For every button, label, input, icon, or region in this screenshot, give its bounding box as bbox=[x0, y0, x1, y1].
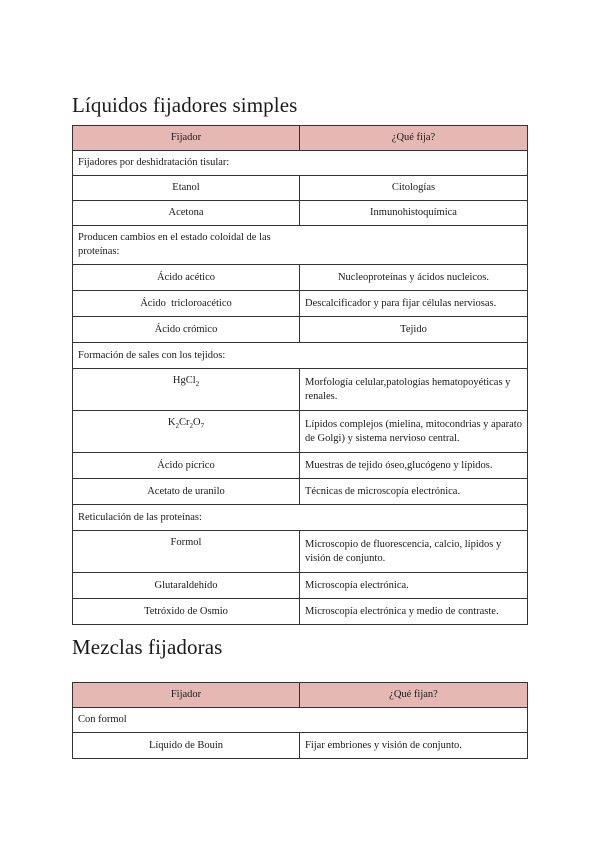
formula-base: K bbox=[167, 417, 176, 428]
cell-fija: Citologías bbox=[300, 176, 528, 201]
cell-fijador: Ácido crómico bbox=[73, 317, 300, 343]
table-row bbox=[73, 317, 528, 343]
cell-fijador-k2cr2o7 bbox=[73, 411, 300, 453]
formula-base: HgCl bbox=[172, 375, 196, 386]
header-fijador: Fijador bbox=[73, 683, 300, 708]
group-row bbox=[73, 226, 528, 265]
cell-fijador-hgcl2 bbox=[73, 369, 300, 411]
cell-fija: Morfología celular,patologías hematopoyéticas y renales. bbox=[300, 369, 528, 411]
table-row bbox=[73, 733, 528, 759]
table-row bbox=[73, 201, 528, 226]
table-row bbox=[73, 291, 528, 317]
section-title-simple-fixatives: Líquidos fijadores simples bbox=[72, 93, 298, 117]
cell-fijador: Ácido acético bbox=[73, 265, 300, 291]
cell-fija: Microscopio de fluorescencia, calcio, lípidos y visión de conjunto. bbox=[300, 531, 528, 573]
cell-fija: Microscopía electrónica. bbox=[300, 573, 528, 599]
cell-fijador: Acetona bbox=[73, 201, 300, 226]
group-label: Con formol bbox=[73, 708, 528, 733]
group-label: Fijadores por deshidratación tisular: bbox=[73, 151, 528, 176]
cell-fijador: Ácido pícrico bbox=[73, 453, 300, 479]
cell-fijador: Líquido de Bouin bbox=[73, 733, 300, 759]
formula-subscript: 2 bbox=[175, 422, 179, 431]
cell-fijador: Etanol bbox=[73, 176, 300, 201]
simple-fixatives-table bbox=[72, 125, 528, 625]
cell-fija: Fijar embriones y visión de conjunto. bbox=[300, 733, 528, 759]
group-row bbox=[73, 505, 528, 531]
group-label: Producen cambios en el estado coloidal de las proteínas: bbox=[78, 232, 271, 257]
cell-fija: Nucleoproteínas y ácidos nucleicos. bbox=[300, 265, 528, 291]
group-row bbox=[73, 708, 528, 733]
cell-fijador: Acetato de uranilo bbox=[73, 479, 300, 505]
group-row bbox=[73, 343, 528, 369]
table-header-row bbox=[73, 683, 528, 708]
table-row bbox=[73, 411, 528, 453]
header-fijador: Fijador bbox=[73, 126, 300, 151]
group-label: Reticulación de las proteínas: bbox=[73, 505, 528, 531]
table-header-row bbox=[73, 126, 528, 151]
cell-fija: Inmunohistoquímica bbox=[300, 201, 528, 226]
header-que-fija: ¿Qué fija? bbox=[300, 126, 528, 151]
formula-subscript: 2 bbox=[189, 422, 193, 431]
table-row bbox=[73, 573, 528, 599]
table-row bbox=[73, 369, 528, 411]
formula-subscript: 7 bbox=[200, 422, 205, 431]
group-row bbox=[73, 151, 528, 176]
table-row bbox=[73, 176, 528, 201]
header-que-fijan: ¿Qué fijan? bbox=[300, 683, 528, 708]
fixative-mixtures-table bbox=[72, 682, 528, 759]
table-row bbox=[73, 453, 528, 479]
formula-subscript: 2 bbox=[195, 380, 200, 389]
formula-base: Cr bbox=[179, 417, 190, 428]
cell-fija: Lípidos complejos (mielina, mitocondrias y aparato de Golgi) y sistema nervioso central. bbox=[300, 411, 528, 453]
section-title-fixative-mixtures: Mezclas fijadoras bbox=[72, 635, 223, 659]
cell-fijador: Ácido tricloroacético bbox=[73, 291, 300, 317]
table-row bbox=[73, 265, 528, 291]
cell-fija: Descalcificador y para fijar células nerviosas. bbox=[300, 291, 528, 317]
table-row bbox=[73, 531, 528, 573]
cell-fija: Técnicas de microscopía electrónica. bbox=[300, 479, 528, 505]
cell-fijador: Glutaraldehído bbox=[73, 573, 300, 599]
cell-fija: Tejido bbox=[300, 317, 528, 343]
cell-fijador: Tetróxido de Osmio bbox=[73, 599, 300, 625]
table-row bbox=[73, 599, 528, 625]
cell-fija: Microscopía electrónica y medio de contraste. bbox=[300, 599, 528, 625]
table-row bbox=[73, 479, 528, 505]
cell-fija: Muestras de tejido óseo,glucógeno y lípidos. bbox=[300, 453, 528, 479]
cell-fijador: Formol bbox=[73, 531, 300, 573]
group-label: Formación de sales con los tejidos: bbox=[73, 343, 528, 369]
formula-base: O bbox=[193, 417, 201, 428]
